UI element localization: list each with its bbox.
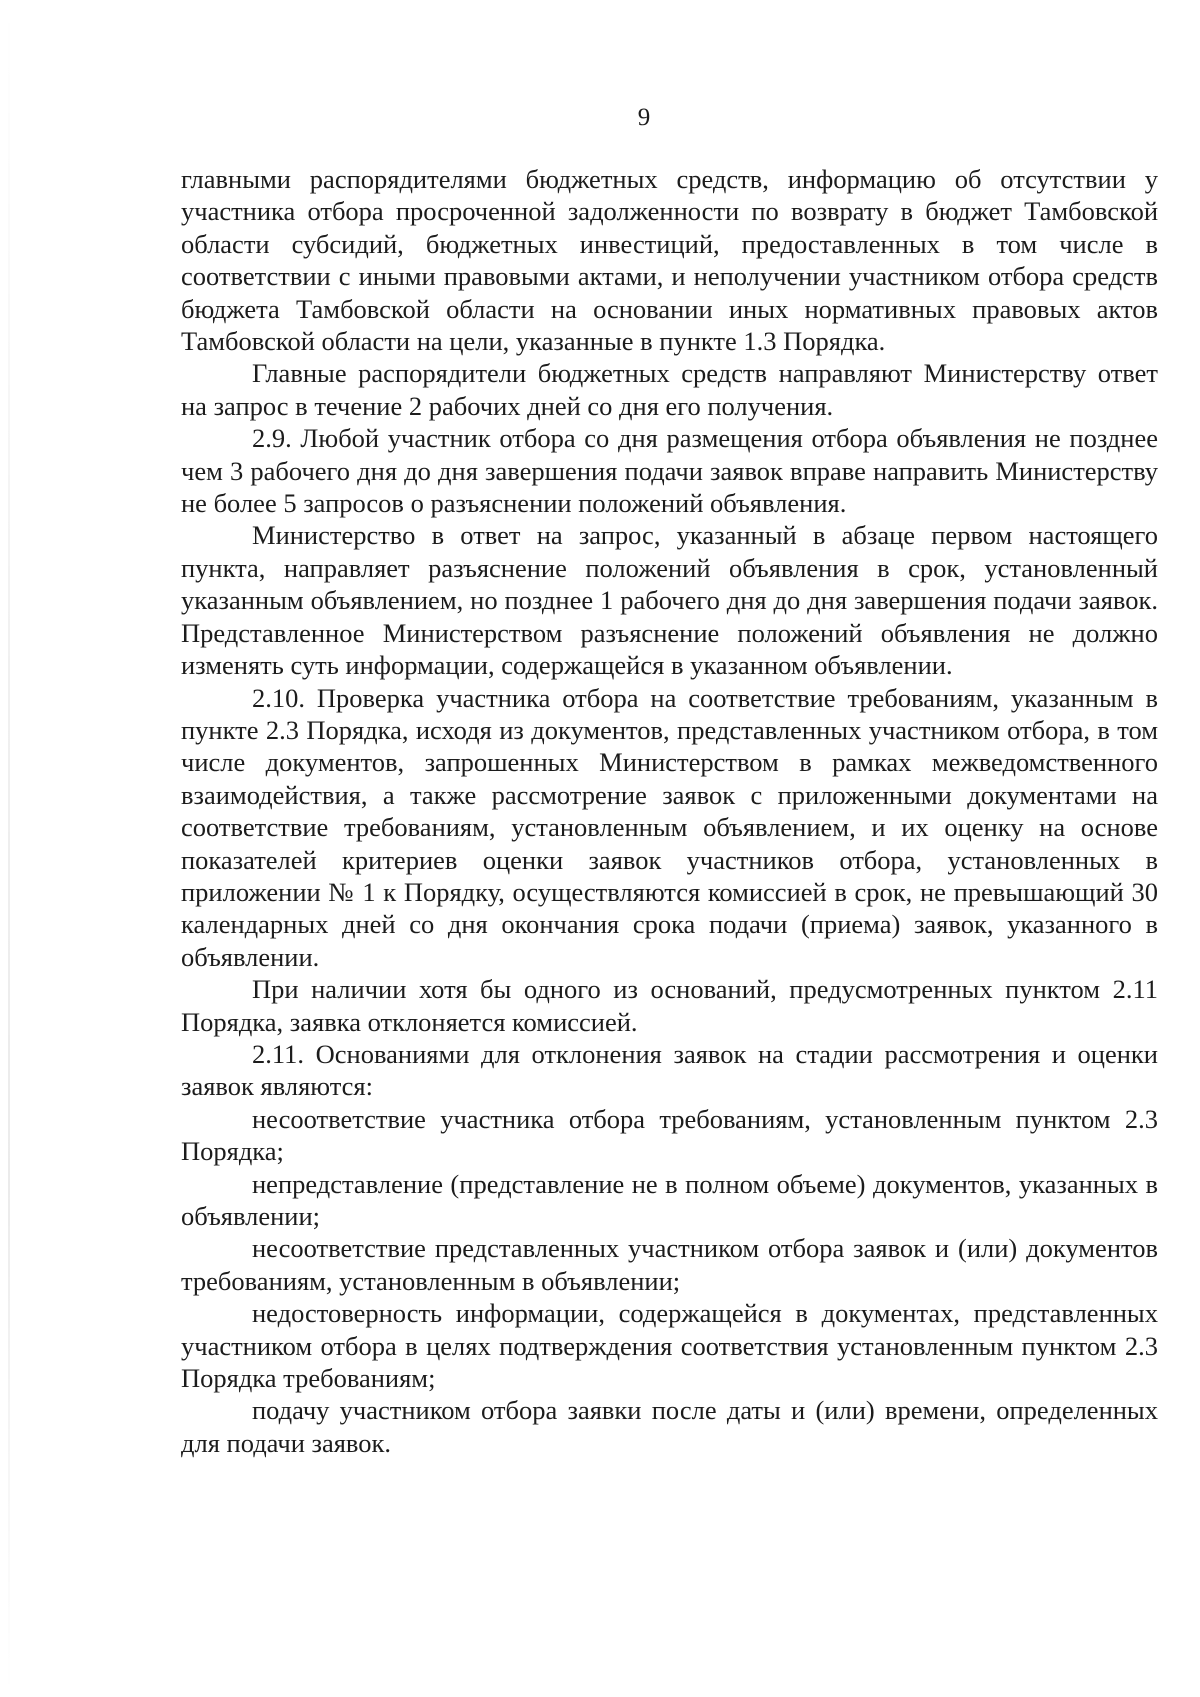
- paragraph-clause-2-11: 2.11. Основаниями для отклонения заявок на стадии рассмотрения и оценки заявок являются:: [181, 1038, 1158, 1102]
- paragraph-continuation: главными распорядителями бюджетных средств, информацию об отсутствии у участника отбора просроченной задолженности по возврату в бюджет Тамбовской области субсидий, бюджетных инвестиций, предоставленных в том числе в соответствии с иными правовыми актами, и неполучении участником отбора средств бюджета Тамбовской области на основании иных нормативных правовых актов Тамбовской области на цели, указанные в пункте 1.3 Порядка.: [181, 164, 1158, 357]
- list-item-late-submission: подачу участником отбора заявки после даты и (или) времени, определенных для подачи заявок.: [181, 1395, 1158, 1458]
- list-item-unreliable-information: недостоверность информации, содержащейся в документах, представленных участником отбора в целях подтверждения соответствия установленным пунктом 2.3 Порядка требованиям;: [181, 1298, 1158, 1394]
- list-item-missing-documents: непредставление (представление не в полном объеме) документов, указанных в объявлении;: [181, 1168, 1158, 1231]
- list-item-noncompliance: несоответствие участника отбора требованиям, установленным пунктом 2.3 Порядка;: [181, 1103, 1158, 1167]
- page-number: 9: [637, 104, 651, 131]
- paragraph-response-deadline: Главные распорядители бюджетных средств направляют Министерству ответ на запрос в течение 2 рабочих дней со дня его получения.: [181, 358, 1158, 421]
- paragraph-clause-2-9: 2.9. Любой участник отбора со дня размещения отбора объявления не позднее чем 3 рабочего дня до дня завершения подачи заявок вправе направить Министерству не более 5 запросов о разъяснении положений объявления.: [181, 423, 1158, 519]
- document-body: [181, 163, 1158, 1459]
- paragraph-clause-2-10: 2.10. Проверка участника отбора на соответствие требованиям, указанным в пункте 2.3 Порядка, исходя из документов, представленных участником отбора, в том числе документов, запрошенных Министерством в рамках межведомственного взаимодействия, а также рассмотрение заявок с приложенными документами на соответствие требованиям, установленным объявлением, и их оценку на основе показателей критериев оценки заявок участников отбора, установленных в приложении № 1 к Порядку, осуществляются комиссией в срок, не превышающий 30 календарных дней со дня окончания срока подачи (приема) заявок, указанного в объявлении.: [181, 682, 1158, 972]
- paragraph-rejection-condition: При наличии хотя бы одного из оснований, предусмотренных пунктом 2.11 Порядка, заявка отклоняется комиссией.: [181, 974, 1158, 1037]
- list-item-documents-noncompliance: несоответствие представленных участником отбора заявок и (или) документов требованиям, установленным в объявлении;: [181, 1233, 1158, 1296]
- paragraph-ministry-clarification: Министерство в ответ на запрос, указанный в абзаце первом настоящего пункта, направляет разъяснение положений объявления в срок, установленный указанным объявлением, но позднее 1 рабочего дня до дня завершения подачи заявок. Представленное Министерством разъяснение положений объявления не должно изменять суть информации, содержащейся в указанном объявлении.: [181, 520, 1158, 681]
- scan-edge-shadow: [8, 0, 10, 1697]
